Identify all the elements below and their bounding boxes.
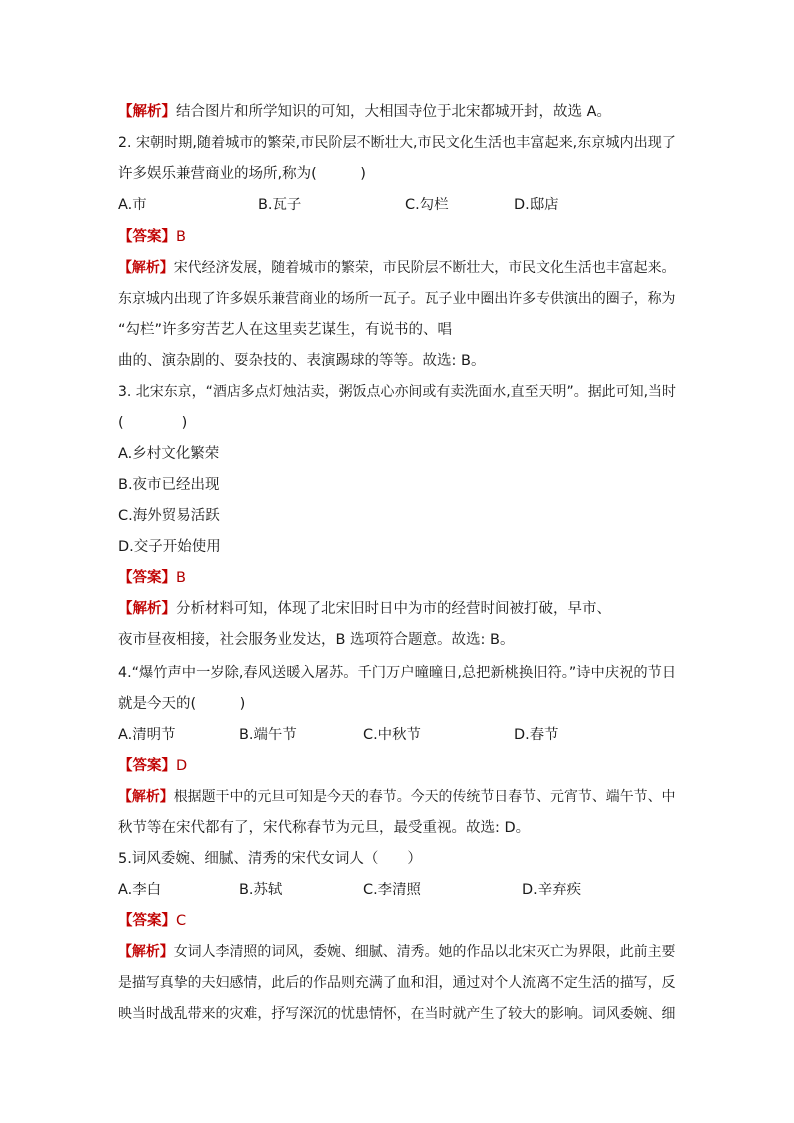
q5-option-b: B.苏轼: [239, 882, 283, 898]
q3-stem-line-2: ( ): [118, 415, 188, 431]
q4-analysis-line-2: 秋节等在宋代都有了，宋代称春节为元旦，最受重视。故选: D。: [118, 820, 531, 836]
q2-answer: [118, 227, 186, 247]
q1-analysis-text: 结合图片和所学知识的可知，大相国寺位于北宋都城开封，故选 A。: [176, 104, 612, 120]
answer-tag: 【答案】: [118, 229, 176, 245]
q4-answer-value: D: [176, 758, 188, 774]
q3-answer: [118, 568, 186, 588]
q3-analysis-line-2: 夜市昼夜相接，社会服务业发达，B 选项符合题意。故选: B。: [118, 632, 515, 648]
q5-analysis-text-1: 女词人李清照的词风，委婉、细腻、清秀。她的作品以北宋灭亡为界限，此前主要: [173, 944, 676, 960]
q2-analysis-line-3: “勾栏”许多穷苦艺人在这里卖艺谋生，有说书的、唱: [118, 322, 453, 338]
q2-options: [118, 195, 678, 215]
answer-tag: 【答案】: [118, 913, 176, 929]
q2-option-d: D.邸店: [514, 197, 559, 213]
analysis-tag: 【解析】: [118, 601, 176, 617]
q5-analysis-line-1: [118, 942, 676, 962]
analysis-tag: 【解析】: [118, 944, 174, 960]
q5-option-d: D.辛弃疾: [522, 882, 582, 898]
analysis-tag: 【解析】: [118, 260, 174, 276]
q4-options: [118, 725, 678, 745]
q5-option-c: C.李清照: [363, 882, 421, 898]
q2-option-a: A.市: [118, 197, 147, 213]
q2-analysis-line-2: 东京城内出现了许多娱乐兼营商业的场所一瓦子。瓦子业中圈出许多专供演出的圈子，称为: [118, 291, 676, 307]
answer-tag: 【答案】: [118, 758, 176, 774]
analysis-tag: 【解析】: [118, 104, 176, 120]
answer-tag: 【答案】: [118, 570, 176, 586]
q5-analysis-line-3: 映当时战乱带来的灾难，抒写深沉的忧患情怀，在当时就产生了较大的影响。词风委婉、细: [118, 1006, 676, 1022]
q4-answer: [118, 756, 187, 776]
q4-option-a: A.清明节: [118, 727, 176, 743]
q3-answer-value: B: [176, 570, 186, 586]
q2-answer-value: B: [176, 229, 186, 245]
q4-option-d: D.春节: [514, 727, 559, 743]
q4-option-c: C.中秋节: [363, 727, 421, 743]
q4-analysis-line-1: [118, 787, 676, 807]
q5-options: [118, 880, 678, 900]
analysis-tag: 【解析】: [118, 789, 174, 805]
q4-analysis-text-1: 根据题干中的元旦可知是今天的春节。今天的传统节日春节、元宵节、端午节、中: [173, 789, 676, 805]
q5-option-a: A.李白: [118, 882, 162, 898]
q2-stem-line-1: 2. 宋朝时期,随着城市的繁荣,市民阶层不断壮大,市民文化生活也丰富起来,东京城内出现了: [118, 135, 676, 151]
q3-option-a: A.乡村文化繁荣: [118, 446, 220, 462]
q3-analysis-text-1: 分析材料可知，体现了北宋旧时日中为市的经营时间被打破，早市、: [176, 601, 611, 617]
q5-answer-value: C: [176, 913, 187, 929]
q3-analysis-line-1: [118, 599, 611, 619]
q5-stem-line-1: 5.词风委婉、细腻、清秀的宋代女词人（ ）: [118, 851, 422, 867]
q2-option-c: C.勾栏: [405, 197, 449, 213]
q2-analysis-line-1: [118, 258, 676, 278]
q1-analysis: [118, 102, 611, 122]
q4-option-b: B.端午节: [239, 727, 297, 743]
q2-option-b: B.瓦子: [258, 197, 302, 213]
q3-option-c: C.海外贸易活跃: [118, 508, 220, 524]
q5-answer: [118, 911, 186, 931]
q4-stem-line-1: 4.“爆竹声中一岁除,春风送暖入屠苏。千门万户曈曈日,总把新桃换旧符。”诗中庆祝的节日: [118, 665, 677, 681]
q3-stem-line-1: 3. 北宋东京，“酒店多点灯烛沽卖，粥饭点心亦间或有卖洗面水,直至天明”。据此可知,当时: [118, 384, 676, 400]
q3-option-d: D.交子开始使用: [118, 539, 221, 555]
q5-analysis-line-2: 是描写真挚的夫妇感情，此后的作品则充满了血和泪，通过对个人流离不定生活的描写，反: [118, 975, 676, 991]
q4-stem-line-2: 就是今天的( ): [118, 696, 246, 712]
q3-option-b: B.夜市已经出现: [118, 477, 220, 493]
q2-analysis-line-4: 曲的、演杂剧的、耍杂技的、表演踢球的等等。故选: B。: [118, 353, 486, 369]
q2-analysis-text-1: 宋代经济发展，随着城市的繁荣，市民阶层不断壮大，市民文化生活也丰富起来。: [173, 260, 676, 276]
q2-stem-line-2: 许多娱乐兼营商业的场所,称为( ): [118, 166, 366, 182]
